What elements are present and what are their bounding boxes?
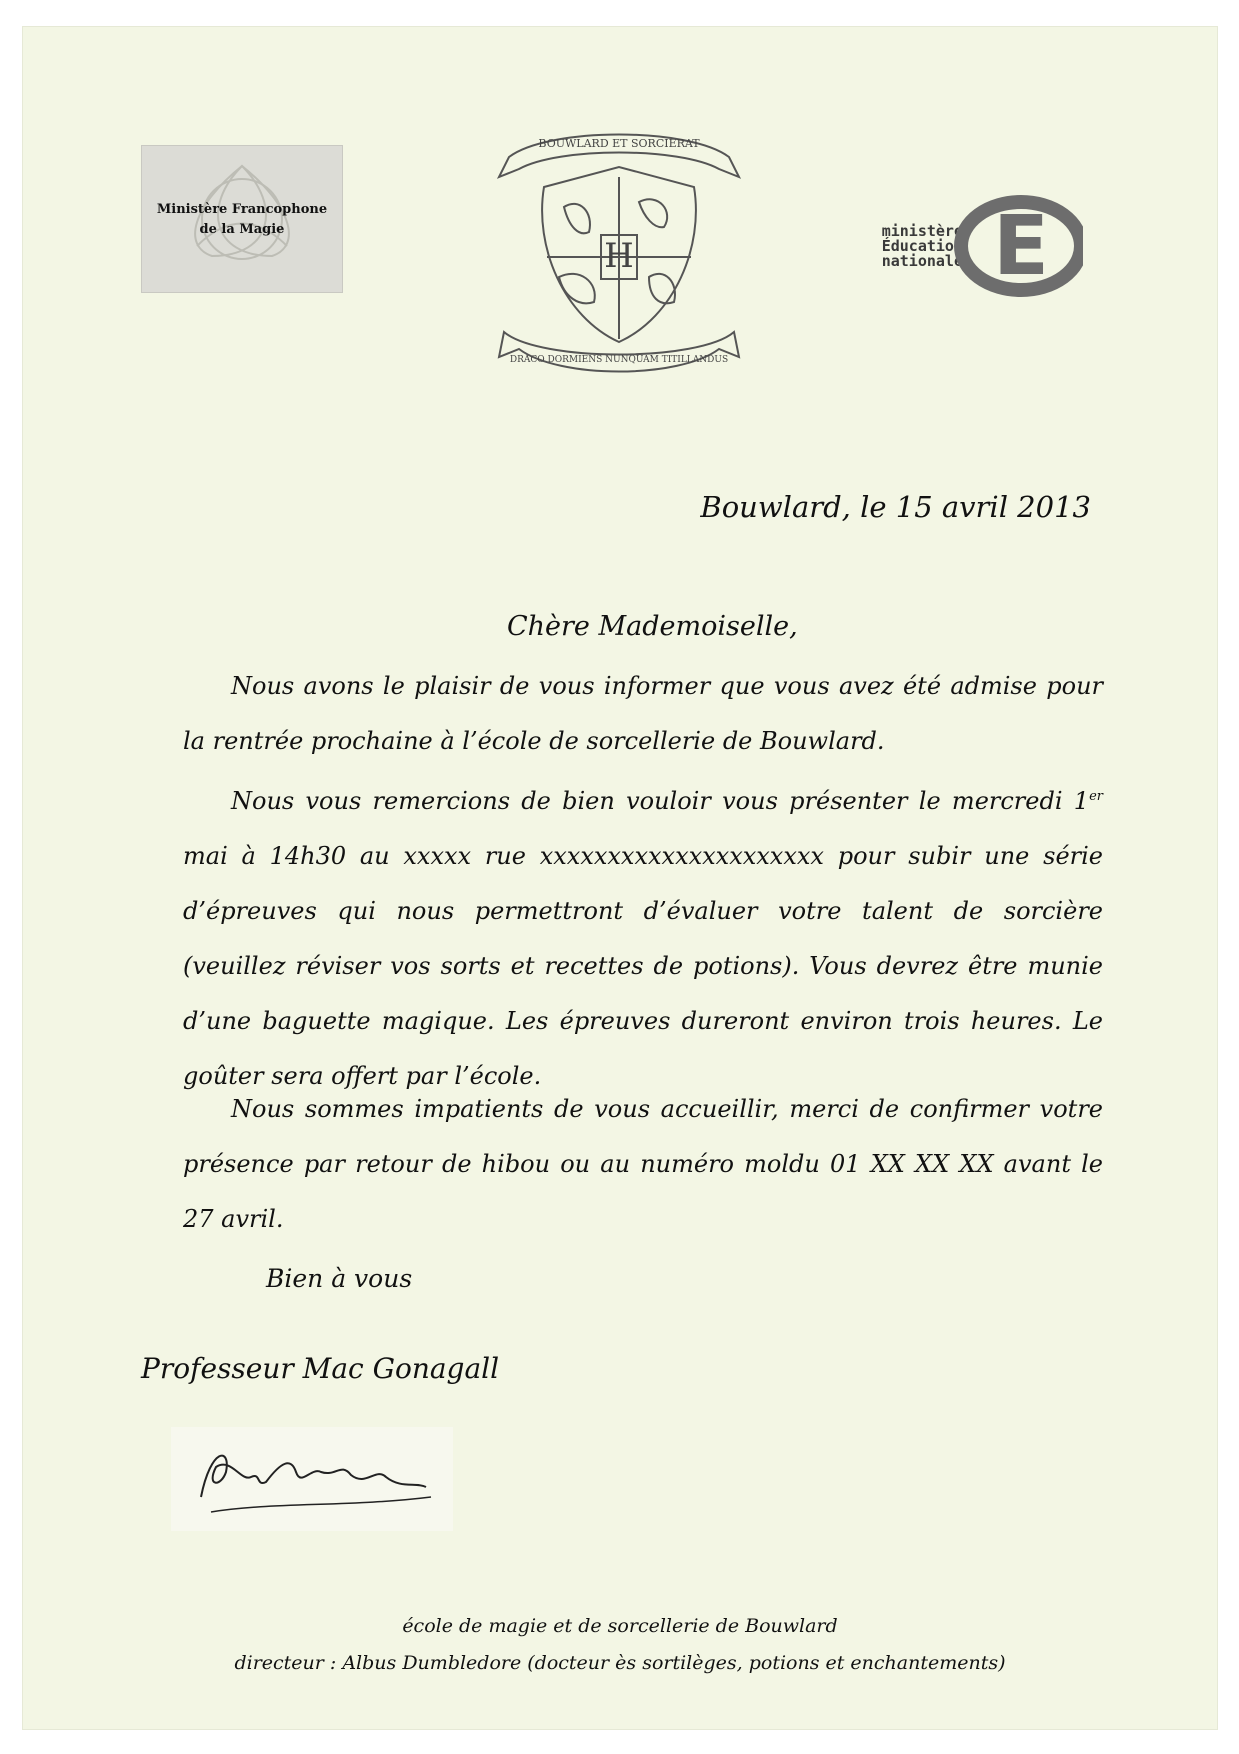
paragraph-appointment xyxy=(183,769,1103,1104)
svg-text:É: É xyxy=(992,199,1050,294)
closing: Bien à vous xyxy=(266,1264,413,1293)
crest-h-letter: H xyxy=(604,236,634,276)
crest-banner-top: BOUWLARD ET SORCIERAT xyxy=(538,137,700,150)
letter-page xyxy=(22,26,1218,1730)
ministry-of-magic-logo xyxy=(141,145,343,293)
crest-banner-bottom: DRACO DORMIENS NUNQUAM TITILLANDUS xyxy=(509,355,729,365)
ordinal-superscript: er xyxy=(1089,789,1103,804)
triquetra-icon xyxy=(142,146,342,292)
ministry-logo-line2: de la Magie xyxy=(199,222,285,237)
paragraph-admission-text: Nous avons le plaisir de vous informer que vous avez été admise pour la rentrée prochaine à l’école de sorcellerie de Bouwlard. xyxy=(183,672,1103,755)
ministry-logo-line1: Ministère Francophone xyxy=(156,202,328,217)
signature-icon xyxy=(171,1427,453,1531)
paragraph-admission xyxy=(183,659,1103,769)
paragraph-appointment-text-b: mai à 14h30 au xxxxx rue xxxxxxxxxxxxxxxxxxxxx pour subir une série d’épreuves qui nous permettront d’évaluer votre talent de sorcière (veuillez réviser vos sorts et recettes de potions). Vous devrez être munie d’une baguette magique. Les épreuves dureront environ trois heures. Le goûter sera offert par l’école. xyxy=(183,842,1103,1090)
footer-director: directeur : Albus Dumbledore (docteur ès sortilèges, potions et enchantements) xyxy=(234,1652,1006,1674)
handwritten-signature xyxy=(171,1427,453,1531)
edu-logo-line2: Éducation xyxy=(881,237,963,255)
paragraph-appointment-text-a: Nous vous remercions de bien vouloir vous présenter le mercredi 1 xyxy=(231,787,1090,815)
footer-school-name: école de magie et de sorcellerie de Bouwlard xyxy=(402,1615,838,1637)
edu-logo-line3: nationale xyxy=(881,252,963,270)
letter-date: Bouwlard, le 15 avril 2013 xyxy=(700,490,1091,524)
education-ministry-logo xyxy=(853,172,1083,302)
signer-name: Professeur Mac Gonagall xyxy=(141,1352,500,1385)
edu-e-mark-icon xyxy=(853,172,1083,302)
salutation: Chère Mademoiselle, xyxy=(507,611,798,642)
paragraph-confirmation xyxy=(183,1082,1103,1247)
paragraph-confirmation-text: Nous sommes impatients de vous accueillir, merci de confirmer votre présence par retour de hibou ou au numéro moldu 01 XX XX XX avant le 27 avril. xyxy=(183,1095,1103,1233)
edu-logo-line1: ministère xyxy=(881,222,963,240)
school-crest-logo xyxy=(489,117,749,385)
